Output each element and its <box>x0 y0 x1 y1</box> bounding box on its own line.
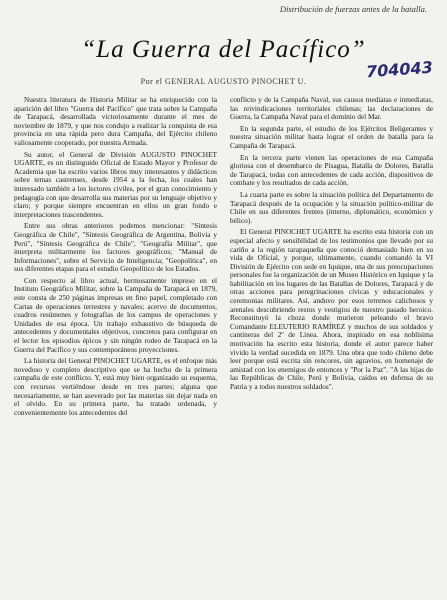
article-body <box>14 96 434 594</box>
paragraph: Entre sus obras anteriores podemos mencionar: "Síntesis Geográfica de Chile", "Síntesis Geográfica de Argentina, Bolivia y Perú", "Síntesis Geográfica de Chile", "Geografía Militar", que interpreta militarmente los factores geográficos; "Manual de Informaciones", sobre el Servicio de Inteligencia; "Geopolítica", en sus diferentes etapas para el estudio Geopolítico de los Estados. <box>14 221 217 274</box>
article-title: “La Guerra del Pacífico” <box>81 36 366 63</box>
paragraph: Con respecto al libro actual, hermosamente impreso en el Instituto Geográfico Militar, sobre la Campaña de Tarapacá en 1879, este consta de 250 páginas impresas en fino papel, completado con Cartas de operaciones terrestres y navales; acervo de documentos, cuadros resúmenes y fotografías de los campos de operaciones y Unidades de esa época. Un trabajo exhaustivo de búsqueda de antecedentes y documentales objetivos, concretos para configurar en el lector los episodios épicos y sin ningún rodeo de Tarapacá en la Guerra del Pacífico y sus contemporáneos proyecciones. <box>14 275 217 354</box>
caption-kicker: Distribución de fuerzas antes de la batalla. <box>279 4 427 14</box>
column-right <box>230 96 433 594</box>
paragraph: La cuarta parte es sobre la situación política del Departamento de Tarapacá después de la ocupación y la situación político-militar de Chile en sus diferentes frentes (interno, diplomático, económico y bélico). <box>230 189 433 225</box>
article-byline: Por el GENERAL AUGUSTO PINOCHET U. <box>140 77 307 86</box>
paragraph: Nuestra literatura de Historia Militar se ha enriquecido con la aparición del libro "Guerra del Pacífico" que trata sobre la Campaña de Tarapacá, desarrollada victoriosamente durante el mes de noviembre de 1879, y que nos condujo a realizar la conquista de esa provincia en una rápida pero dura Campaña, del Ejército chileno valiosamente cooperado, por nuestra Armada. <box>14 96 217 147</box>
handwritten-stamp: 704043 <box>365 57 434 82</box>
paragraph: El General PINOCHET UGARTE ha escrito esta historia con un especial afecto y sensibilidad de los testimonios que llevado por su cariño a la región tarapaqueña que conoció demasiado bien en su vida de Oficial, y porque, ultimamente, cuando comandó la VI División de Ejército con sede en Iquique, una de sus preocupaciones personales fue la organización de un Museo Histórico en Iquique y la habilitación en los lugares de las Batallas de Dolores, Tarapacá y de otras acciones para peregrinaciones cívicas y educacionales y ceremonias militares. Así, anduvo por esos terrenos calichosos y arenales descubriendo restos y vestigios de nuestro pasado heroico. Reconstituyó la choza donde murieron peleando el bravo Comandante ELEUTERIO RAMÍREZ y muchos de sus soldados y cantineras del 2º de Línea. Ahora, inspirado en esa noblísima motivación ha escrito esta historia, donde el autor parece haber vivido la verdad sucedida en 1879. Una obra que todo chileno debe leer porque está escrita sin rencores, sin agravios, en homenaje de amistad con los enemigos de entonces y "Por la Paz". "A las hijas de las Repúblicas de Chile, Perú y Bolivia, caídos en defensa de su Patria y a todos nuestros soldados". <box>230 227 433 391</box>
column-left <box>14 96 217 594</box>
paragraph: En la segunda parte, el estudio de los Ejércitos Beligerantes y nuestra situación militar hasta lograr el orden de batalla para la Campaña de Tarapacá. <box>230 123 433 150</box>
paragraph: La historia del General PINOCHET UGARTE, es el enfoque más novedoso y completo descriptivo que se ha hecho de la primera campaña de este conflicto. Y, está muy bien organizado su esquema, con recursos vertiéndose desde en tres partes; alguna que necesariamente, se han aseverado por las materias sin dejar nada en el olvido. En su primera parte, ha tratado ordenada, y convenientemente los antecedentes del <box>14 356 217 417</box>
paragraph: Su autor, el General de División AUGUSTO PINOCHET UGARTE, es un distinguido Oficial de Estado Mayor y Profesor de Academia que ha escrito varios libros muy interesantes y didácticos sobre temas castrenses, desde 1954 a la fecha, los cuales han interesado también a los lectores civiles, por el gran conocimiento y pedagogía con que desarrolla sus materias por su lenguaje objetivo y claro; y porque siempre encuentran en ellos un gran fondo e interpretaciones trascendentes. <box>14 149 217 219</box>
paragraph: conflicto y de la Campaña Naval, sus causos mediatas e inmediatas, las reivindicaciones territoriales chilenas; las declaraciones de Guerra, la Campaña Naval para el dominio del Mar. <box>230 96 433 122</box>
paragraph: En la tercera parte vienen las operaciones de esa Campaña gloriosa con el desembarco de Pisagua, Batalla de Dolores, Batalla de Tarapacá, todas con antecedentes de cada acción, dispositivos de combate y los resultados de cada acción. <box>230 152 433 188</box>
